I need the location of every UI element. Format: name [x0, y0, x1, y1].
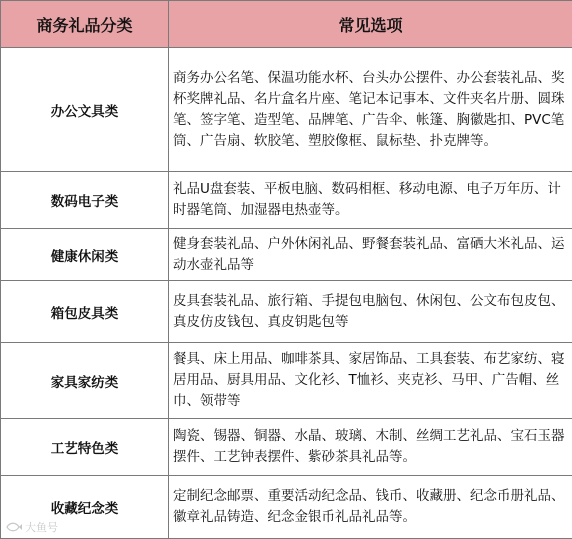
- header-options: 常见选项: [169, 1, 572, 48]
- table-header-row: [1, 1, 572, 48]
- category-cell: 收藏纪念类: [1, 476, 169, 539]
- table-row: [1, 281, 572, 343]
- options-cell: 商务办公名笔、保温功能水杯、台头办公摆件、办公套装礼品、奖杯奖牌礼品、名片盒名片座、笔记本记事本、文件夹名片册、圆珠笔、签字笔、造型笔、品牌笔、广告伞、帐篷、胸徽匙扣、PVC笔筒、广告扇、软胶笔、塑胶像框、鼠标垫、扑克牌等。: [169, 48, 572, 172]
- options-cell: 礼品U盘套装、平板电脑、数码相框、移动电源、电子万年历、计时器笔筒、加湿器电热壶等。: [169, 172, 572, 229]
- options-cell: 定制纪念邮票、重要活动纪念品、钱币、收藏册、纪念币册礼品、徽章礼品铸造、纪念金银币礼品礼品等。: [169, 476, 572, 539]
- options-cell: 餐具、床上用品、咖啡茶具、家居饰品、工具套装、布艺家纺、寝居用品、厨具用品、文化衫、T恤衫、夹克衫、马甲、广告帽、丝巾、领带等: [169, 343, 572, 419]
- table-row: [1, 48, 572, 172]
- options-cell: 皮具套装礼品、旅行箱、手提包电脑包、休闲包、公文布包皮包、真皮仿皮钱包、真皮钥匙包等: [169, 281, 572, 343]
- watermark-text: 大鱼号: [25, 521, 58, 534]
- table-row: [1, 343, 572, 419]
- category-cell: 健康休闲类: [1, 229, 169, 281]
- category-cell: 家具家纺类: [1, 343, 169, 419]
- header-category: 商务礼品分类: [1, 1, 169, 48]
- table-row: [1, 476, 572, 539]
- category-cell: 办公文具类: [1, 48, 169, 172]
- table-row: [1, 229, 572, 281]
- category-cell: 箱包皮具类: [1, 281, 169, 343]
- options-cell: 陶瓷、锡器、铜器、水晶、玻璃、木制、丝绸工艺礼品、宝石玉器摆件、工艺钟表摆件、紫砂茶具礼品等。: [169, 419, 572, 476]
- table-row: [1, 172, 572, 229]
- options-cell: 健身套装礼品、户外休闲礼品、野餐套装礼品、富硒大米礼品、运动水壶礼品等: [169, 229, 572, 281]
- table-row: [1, 419, 572, 476]
- category-cell: 工艺特色类: [1, 419, 169, 476]
- category-cell: 数码电子类: [1, 172, 169, 229]
